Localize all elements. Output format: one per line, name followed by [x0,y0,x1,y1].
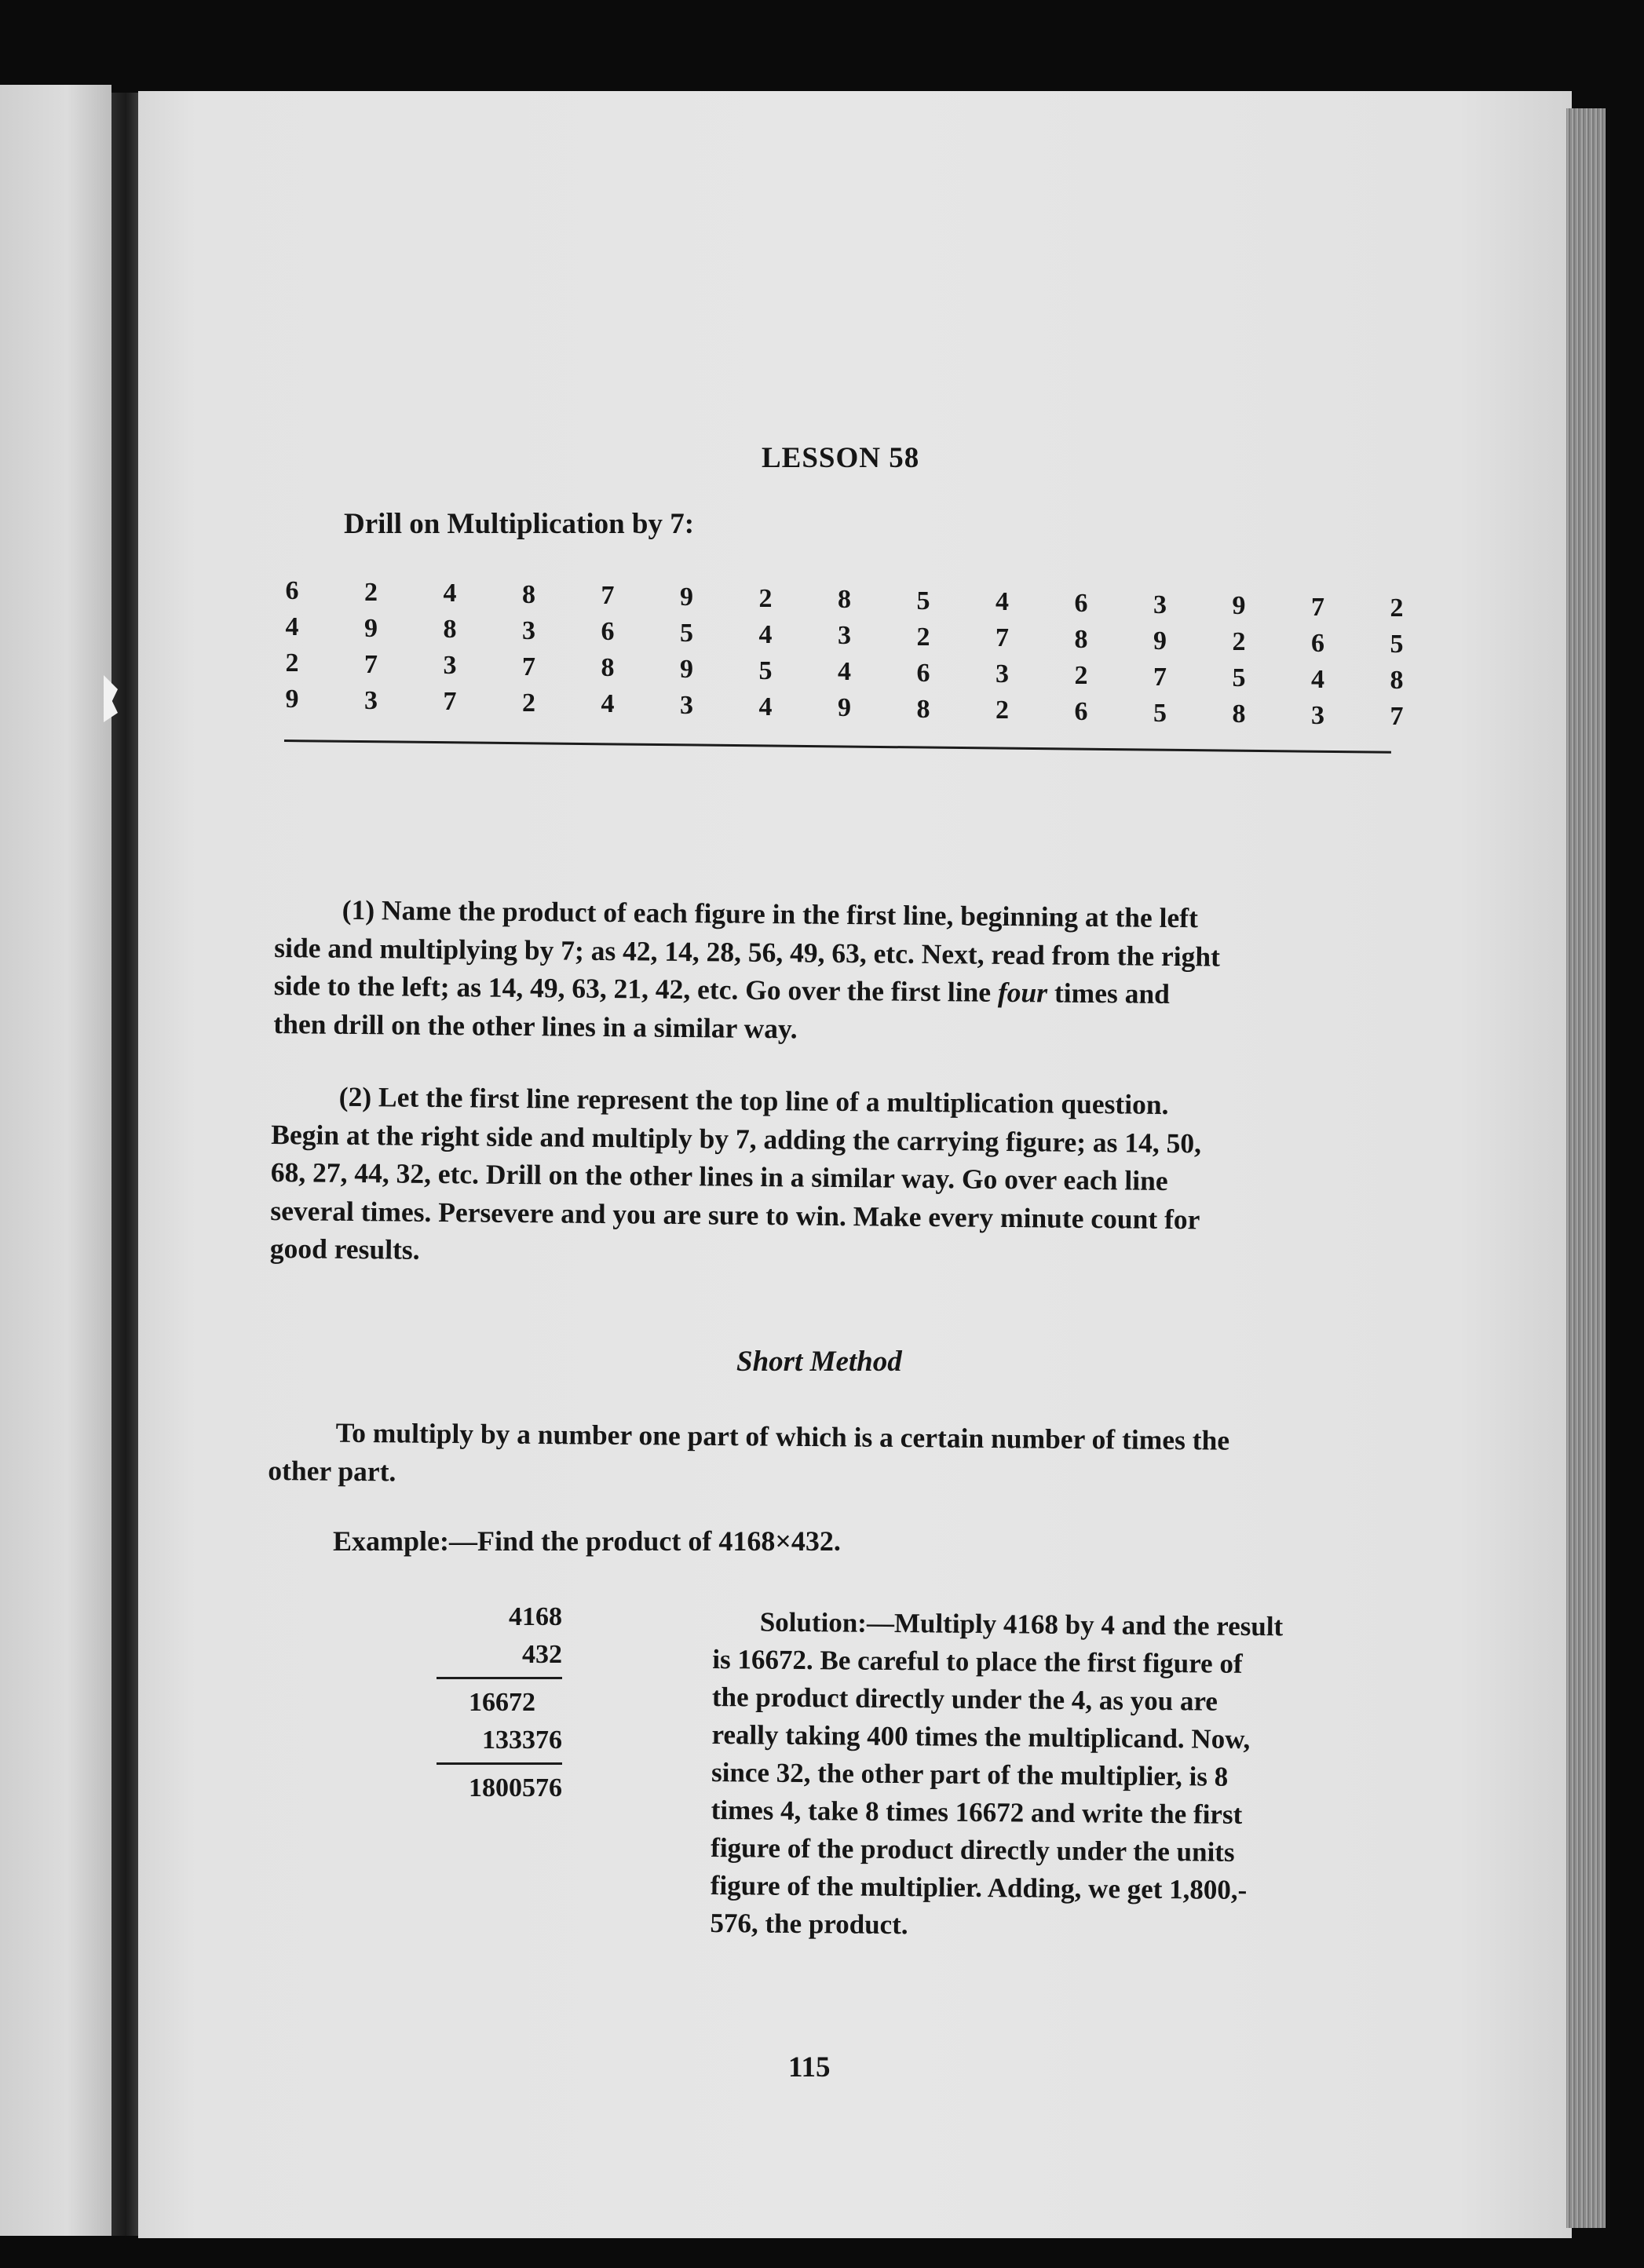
drill-digit: 5 [1232,663,1246,693]
page-stack-edges [1566,108,1606,2228]
drill-digit: 9 [1232,591,1246,621]
para2-line-4: several times. Persevere and you are sure to win. Make every minute count for [270,1194,1200,1235]
emphasis-four: four [997,976,1048,1009]
drill-digit: 5 [916,586,930,615]
drill-digit: 2 [1074,661,1088,690]
drill-digit: 8 [522,579,535,609]
drill-column [671,579,703,724]
drill-column [592,578,623,722]
drill-digit: 3 [443,651,457,681]
worked-calculation [430,1598,562,1807]
drill-digit: 3 [838,621,851,651]
calc-rule-1 [437,1677,562,1679]
para1-line-1: (1) Name the product of each figure in the first line, beginning at the left [342,893,1199,934]
calc-rule-2 [437,1762,562,1765]
para2-line-3: 68, 27, 44, 32, etc. Drill on the other lines in a similar way. Go over each line [270,1156,1168,1196]
drill-digit: 3 [680,691,693,720]
example-statement: Example:—Find the product of 4168×432. [333,1525,841,1557]
drill-digit: 8 [601,653,615,683]
drill-digit: 4 [443,579,457,608]
drill-column [1065,586,1097,730]
drill-digit: 6 [916,658,930,688]
drill-column [1302,590,1334,734]
drill-column [356,575,387,719]
drill-digit: 8 [1390,666,1404,696]
drill-digit: 4 [285,612,299,641]
drill-digit: 2 [758,583,773,613]
lesson-title: LESSON 58 [762,442,920,474]
drill-digit: 6 [1074,589,1088,618]
intro-line-2: other part. [268,1454,396,1488]
drill-column [434,575,466,720]
solution-line-1: Solution:—Multiply 4168 by 4 and the result [759,1606,1284,1642]
para2-line-5: good results. [269,1232,420,1265]
para1-line-3-tail: times and [1047,977,1171,1010]
drill-digit: 4 [838,657,851,687]
partial-product-2: 133376 [482,1726,562,1755]
drill-digit: 9 [285,685,299,714]
drill-digit: 7 [522,652,535,681]
solution-line-6: times 4, take 8 times 16672 and write the first [711,1794,1243,1830]
drill-digit: 4 [758,619,773,649]
drill-column [276,573,308,718]
para1-line-3-text: side to the left; as 14, 49, 63, 21, 42, etc. Go over the first line [273,969,999,1008]
drill-digit: 7 [1153,662,1167,692]
drill-digit: 7 [1390,702,1404,732]
drill-digit: 2 [916,622,930,652]
drill-digit: 2 [996,696,1009,725]
solution-line-2: is 16672. Be careful to place the first figure of [712,1643,1243,1679]
short-method-heading: Short Method [736,1346,902,1378]
drill-digit: 6 [601,617,615,647]
solution-line-4: really taking 400 times the multiplicand. Now, [711,1718,1251,1755]
drill-column [1223,588,1255,732]
drill-digit: 4 [996,587,1009,617]
drill-digit: 9 [364,613,378,643]
drill-digit: 8 [1074,625,1088,654]
drill-digit: 3 [996,659,1009,689]
drill-digit: 2 [364,577,378,607]
instruction-paragraph-1 [273,890,1220,1052]
multiplier: 432 [522,1640,562,1669]
drill-digit: 8 [1232,699,1246,729]
drill-digit: 5 [1390,630,1404,659]
drill-column [1145,587,1176,732]
solution-line-9: 576, the product. [710,1907,908,1941]
drill-digit: 7 [996,623,1009,653]
drill-digit: 7 [364,649,378,679]
partial-product-1: 16672 [469,1688,535,1717]
drill-column [829,582,860,726]
drill-digit: 2 [522,688,535,718]
drill-digit: 9 [838,693,851,723]
solution-line-8: figure of the multiplier. Adding, we get 1,800,- [710,1869,1248,1905]
drill-column [1381,590,1412,735]
para2-line-1: (2) Let the first line represent the top line of a multiplication question. [338,1080,1169,1120]
drill-digit: 5 [758,656,773,685]
drill-digit: 7 [601,581,615,611]
final-product: 1800576 [469,1773,562,1802]
drill-digit: 8 [443,615,457,645]
drill-digit: 7 [443,687,457,717]
drill-digit: 2 [1390,593,1404,623]
drill-digit: 4 [601,689,615,719]
drill-digit: 8 [916,694,930,724]
solution-line-3: the product directly under the 4, as you are [711,1681,1218,1717]
instruction-paragraph-2 [270,1077,1202,1276]
drill-column [987,584,1018,729]
drill-column [513,577,545,721]
para1-line-4: then drill on the other lines in a similar way. [273,1007,798,1044]
drill-digit: 9 [1153,626,1167,656]
drill-digit: 4 [1311,664,1324,694]
drill-digit: 2 [285,648,299,677]
drill-digit: 8 [838,585,851,615]
para1-line-2: side and multiplying by 7; as 42, 14, 28, 56, 49, 63, etc. Next, read from the right [274,931,1221,973]
drill-digit: 3 [1153,590,1167,619]
drill-digit: 5 [1153,698,1167,728]
drill-digit: 6 [285,576,299,605]
drill-digit: 7 [1311,592,1324,622]
drill-column [750,581,781,725]
page-number: 115 [788,2051,831,2084]
para2-line-2: Begin at the right side and multiply by 7, adding the carrying figure; as 14, 50, [271,1118,1202,1159]
short-method-intro [268,1413,1229,1499]
drill-digit: 6 [1311,628,1324,658]
book-gutter [111,93,140,2236]
drill-digit: 2 [1232,627,1246,657]
drill-digit: 3 [364,685,378,715]
drill-digit: 3 [1311,700,1324,730]
drill-digit: 4 [758,692,773,721]
drill-digit: 9 [680,583,693,612]
multiplicand: 4168 [509,1602,562,1631]
intro-line-1: To multiply by a number one part of which is a certain number of times the [335,1416,1230,1456]
drill-column [908,583,939,728]
drill-heading: Drill on Multiplication by 7: [344,508,695,540]
solution-line-5: since 32, the other part of the multiplier, is 8 [711,1756,1229,1792]
drill-digit: 6 [1074,697,1088,726]
solution-text [710,1603,1283,1947]
drill-digit: 9 [680,655,693,684]
drill-digit: 5 [680,619,693,648]
drill-digit: 3 [522,615,535,645]
solution-line-7: figure of the product directly under the units [711,1832,1235,1868]
previous-page-edge [0,85,111,2236]
